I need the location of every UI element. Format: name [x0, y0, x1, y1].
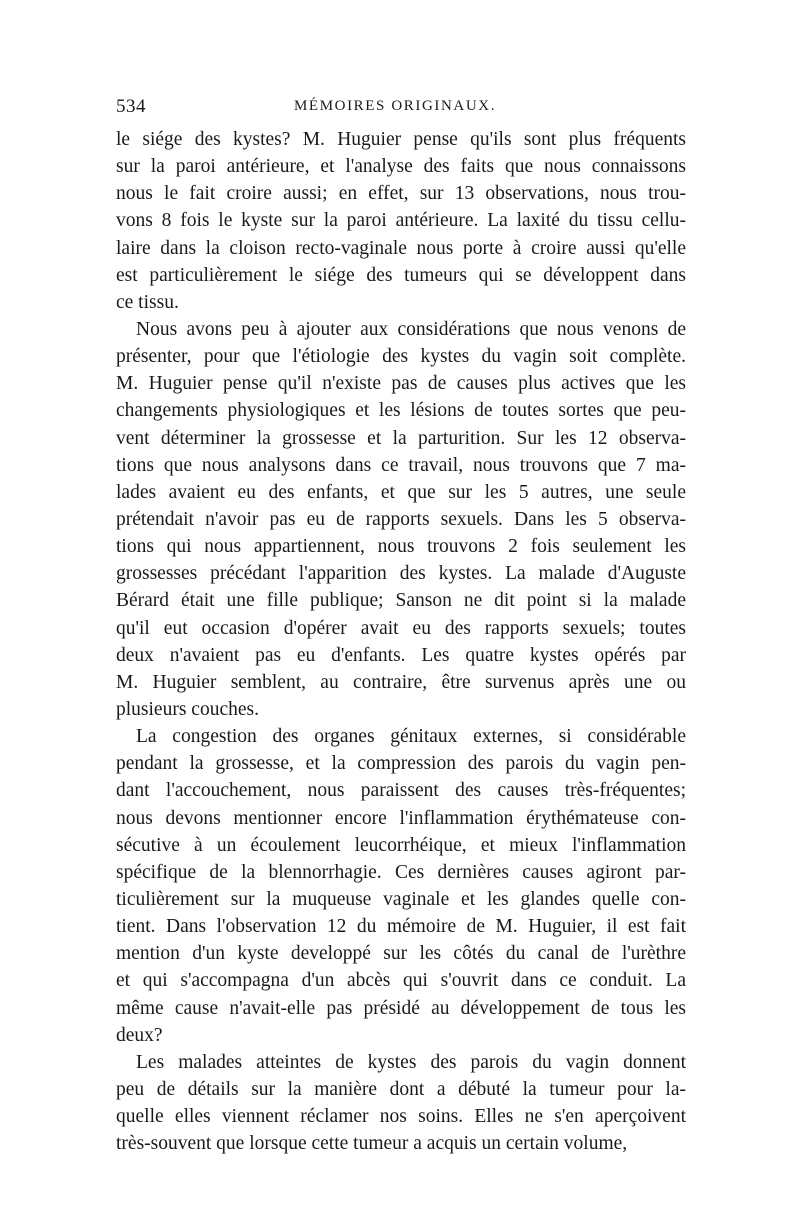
text-line: Bérard était une fille publique; Sanson ne dit point si la malade: [116, 590, 686, 612]
text-line: ce tissu.: [116, 291, 179, 313]
body-text: [116, 126, 686, 1157]
text-line: changements physiologiques et les lésions de toutes sortes que peu-: [116, 400, 686, 422]
text-line: tient. Dans l'observation 12 du mémoire de M. Huguier, il est fait: [116, 916, 686, 938]
text-line: prétendait n'avoir pas eu de rapports sexuels. Dans les 5 observa-: [116, 508, 686, 530]
paragraph: [116, 316, 686, 723]
text-line: et qui s'accompagna d'un abcès qui s'ouvrit dans ce conduit. La: [116, 970, 686, 992]
text-line: nous devons mentionner encore l'inflammation érythémateuse con-: [116, 807, 686, 829]
text-line: sécutive à un écoulement leucorrhéique, et mieux l'inflammation: [116, 834, 686, 856]
text-line: M. Huguier pense qu'il n'existe pas de causes plus actives que les: [116, 373, 686, 395]
text-line: spécifique de la blennorrhagie. Ces dernières causes agiront par-: [116, 861, 686, 883]
text-line: tions que nous analysons dans ce travail, nous trouvons que 7 ma-: [116, 454, 686, 476]
text-line: sur la paroi antérieure, et l'analyse des faits que nous connaissons: [116, 156, 686, 178]
text-line: dant l'accouchement, nous paraissent des causes très-fréquentes;: [116, 780, 686, 802]
text-line: pendant la grossesse, et la compression des parois du vagin pen-: [116, 753, 686, 775]
text-line: Les malades atteintes de kystes des parois du vagin donnent: [136, 1051, 686, 1073]
paragraph: [116, 126, 686, 316]
text-line: quelle elles viennent réclamer nos soins. Elles ne s'en aperçoivent: [116, 1106, 686, 1128]
text-line: ticulièrement sur la muqueuse vaginale et les glandes quelle con-: [116, 888, 686, 910]
text-line: deux?: [116, 1024, 163, 1046]
text-line: La congestion des organes génitaux externes, si considérable: [136, 726, 686, 748]
text-line: deux n'avaient pas eu d'enfants. Les quatre kystes opérés par: [116, 644, 686, 666]
text-line: tions qui nous appartiennent, nous trouvons 2 fois seulement les: [116, 536, 686, 558]
text-line: mention d'un kyste developpé sur les côtés du canal de l'urèthre: [116, 943, 686, 965]
text-line: même cause n'avait-elle pas présidé au développement de tous les: [116, 997, 686, 1019]
text-line: plusieurs couches.: [116, 698, 259, 720]
paragraph: [116, 723, 686, 1049]
text-line: très-souvent que lorsque cette tumeur a acquis un certain volume,: [116, 1133, 628, 1155]
running-title: MÉMOIRES ORIGINAUX.: [294, 98, 497, 114]
text-line: vons 8 fois le kyste sur la paroi antérieure. La laxité du tissu cellu-: [116, 210, 686, 232]
text-line: vent déterminer la grossesse et la parturition. Sur les 12 observa-: [116, 427, 686, 449]
page-header: [116, 96, 686, 122]
page-number: 534: [116, 96, 146, 117]
text-line: M. Huguier semblent, au contraire, être survenus après une ou: [116, 671, 686, 693]
text-line: nous le fait croire aussi; en effet, sur 13 observations, nous trou-: [116, 183, 686, 205]
text-line: peu de détails sur la manière dont a débuté la tumeur pour la-: [116, 1078, 686, 1100]
text-line: laire dans la cloison recto-vaginale nous porte à croire aussi qu'elle: [116, 237, 686, 259]
text-line: le siége des kystes? M. Huguier pense qu'ils sont plus fréquents: [116, 129, 686, 150]
text-line: Nous avons peu à ajouter aux considérations que nous venons de: [136, 318, 686, 340]
text-line: lades avaient eu des enfants, et que sur les 5 autres, une seule: [116, 481, 686, 503]
text-line: présenter, pour que l'étiologie des kystes du vagin soit complète.: [116, 346, 686, 368]
text-line: grossesses précédant l'apparition des kystes. La malade d'Auguste: [116, 563, 686, 585]
paragraph: [116, 1049, 686, 1158]
text-line: est particulièrement le siége des tumeurs qui se développent dans: [116, 264, 686, 286]
text-line: qu'il eut occasion d'opérer avait eu des rapports sexuels; toutes: [116, 617, 686, 639]
